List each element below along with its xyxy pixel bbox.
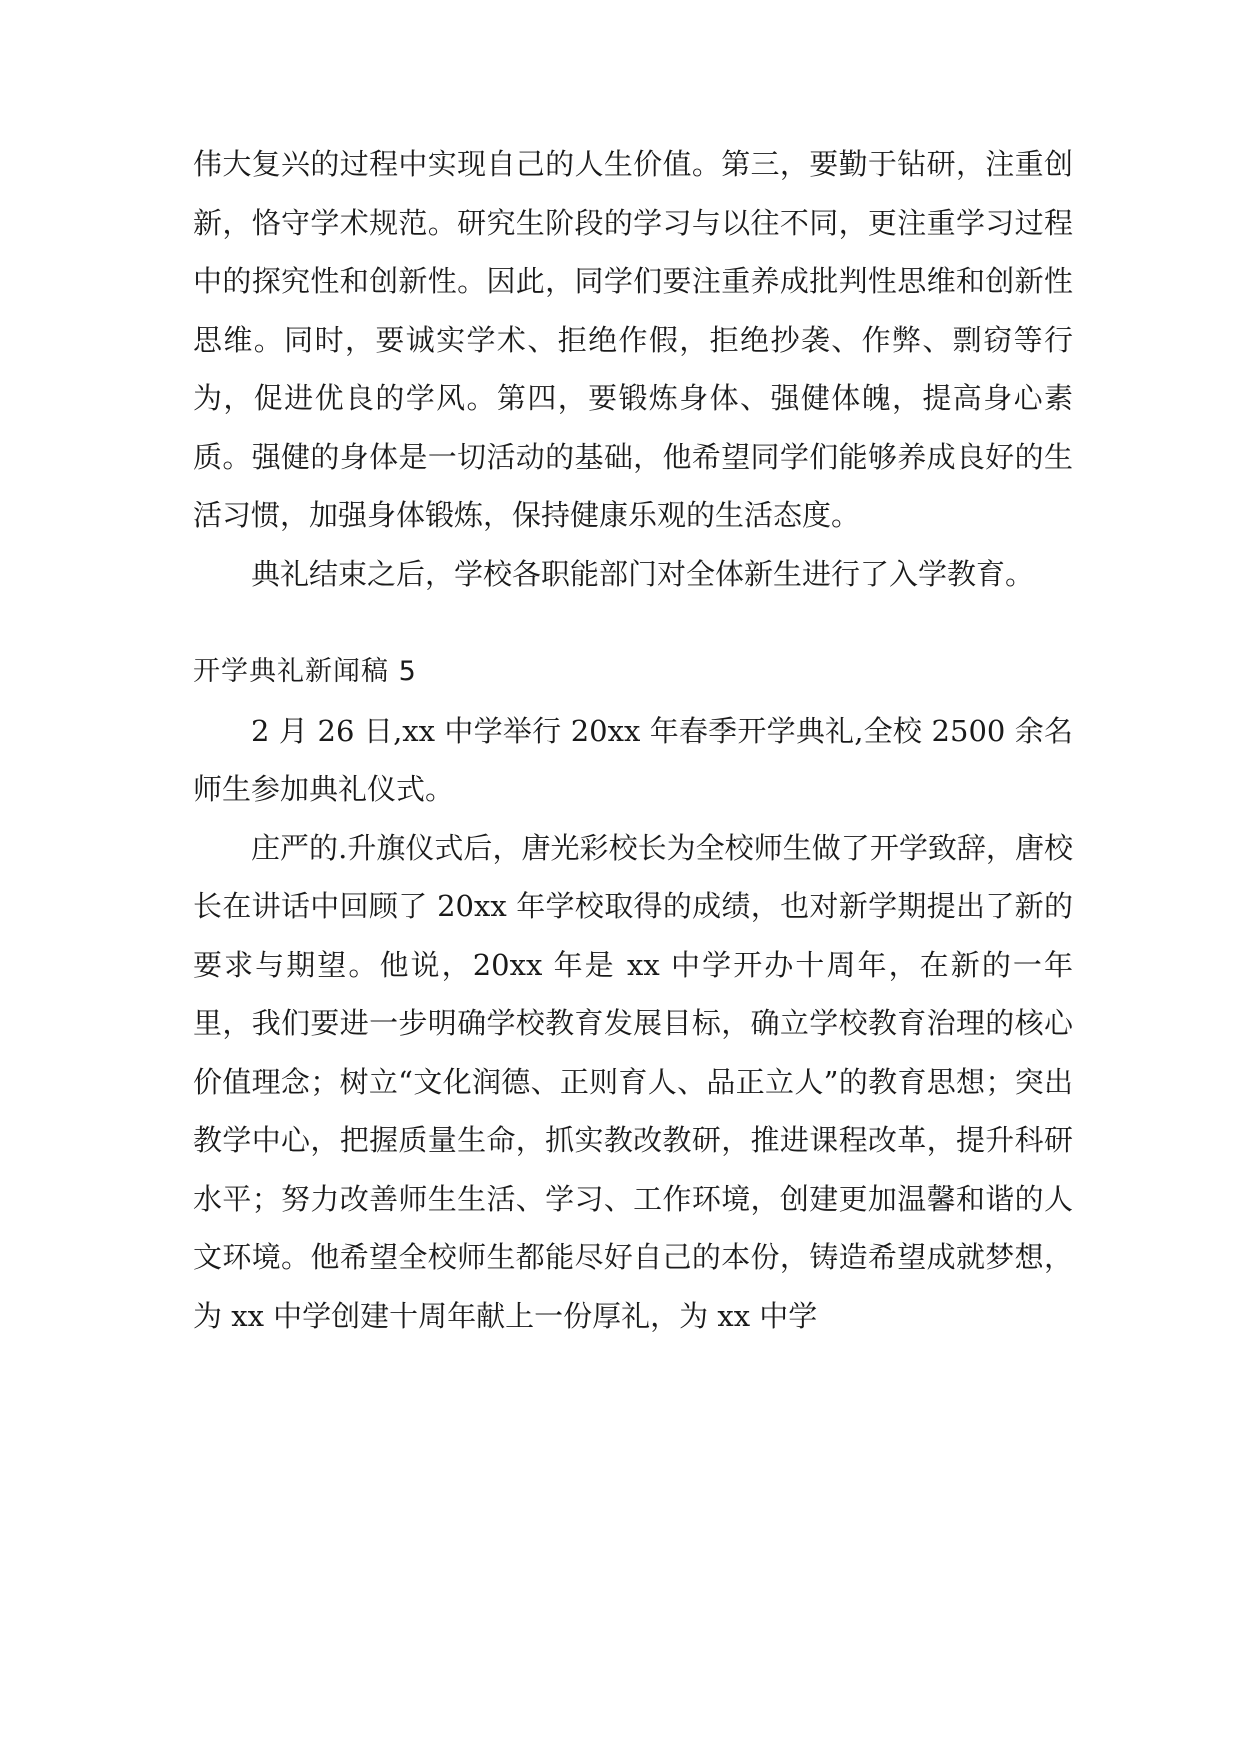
- document-body: [193, 135, 1073, 1345]
- section-title: 开学典礼新闻稿 5: [193, 656, 417, 687]
- paragraph-closing: 典礼结束之后，学校各职能部门对全体新生进行了入学教育。: [251, 556, 1035, 591]
- paragraph-continuation: 伟大复兴的过程中实现自己的人生价值。第三，要勤于钻研，注重创新，恪守学术规范。研究生阶段的学习与以往不同，更注重学习过程中的探究性和创新性。因此，同学们要注重养成批判性思维和创新性思维。同时，要诚实学术、拒绝作假，拒绝抄袭、作弊、剽窃等行为，促进优良的学风。第四，要锻炼身体、强健体魄，提高身心素质。强健的身体是一切活动的基础，他希望同学们能够养成良好的生活习惯，加强身体锻炼，保持健康乐观的生活态度。: [193, 147, 1073, 532]
- paragraph-intro: 2 月 26 日,xx 中学举行 20xx 年春季开学典礼,全校 2500 余名师生参加典礼仪式。: [193, 713, 1073, 806]
- paragraph-speech: 庄严的.升旗仪式后，唐光彩校长为全校师生做了开学致辞，唐校长在讲话中回顾了 20xx 年学校取得的成绩，也对新学期提出了新的要求与期望。他说，20xx 年是 xx 中学开办十周年，在新的一年里，我们要进一步明确学校教育发展目标，确立学校教育治理的核心价值理念；树立“文化润德、正则育人、品正立人”的教育思想；突出教学中心，把握质量生命，抓实教改教研，推进课程改革，提升科研水平；努力改善师生生活、学习、工作环境，创建更加温馨和谐的人文环境。他希望全校师生都能尽好自己的本份，铸造希望成就梦想，为 xx 中学创建十周年献上一份厚礼，为 xx 中学: [193, 830, 1073, 1333]
